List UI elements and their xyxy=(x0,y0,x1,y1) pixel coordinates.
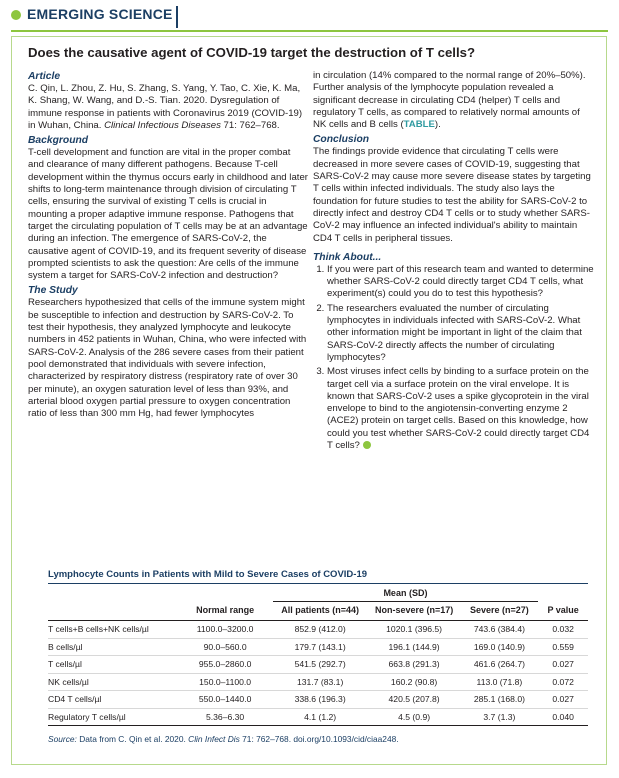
table-cell: 90.0–560.0 xyxy=(178,638,273,656)
end-mark-icon xyxy=(363,441,371,449)
table-cell: 852.9 (412.0) xyxy=(273,621,368,639)
table-cell: Regulatory T cells/µl xyxy=(48,708,178,726)
table-cell: 131.7 (83.1) xyxy=(273,673,368,691)
citation-main: C. Qin, L. Zhou, Z. Hu, S. Zhang, S. Yang, Y. Tao, C. Xie, K. Ma, K. Shang, W. Wang, and D.-S. Tian. 2020. Dysregulation of immune response in patients with Coronavirus 2019 (COVID-19) in Wuhan, China. xyxy=(28,83,303,131)
source-text: Data from C. Qin et al. 2020. xyxy=(79,734,186,744)
background-text: T-cell development and function are vital in the proper combat and clearance of many different pathogens. Because T-cell development within the thymus occurs early in childhood and later shifts to long-term maintenance through division of circulating T cells, ensuring the survival of existing T cells is crucial in mounting a proper adaptive immune response. Pathogens that target the circulating population of T cells may be at an advantage during an infection. The emergence of SARS-CoV-2, the causative agent of COVID-19, and its frequent severity of disease prompted scientists to ask the question: Are cells of the immune system a target for SARS-CoV-2 infection and destruction? xyxy=(28,147,308,282)
table-cell: 1100.0–3200.0 xyxy=(178,621,273,639)
table-cell: 160.2 (90.8) xyxy=(368,673,461,691)
article-citation xyxy=(28,83,308,132)
bullet-dot-icon xyxy=(11,10,21,20)
section-divider xyxy=(176,6,178,28)
page-title: Does the causative agent of COVID-19 target the destruction of T cells? xyxy=(28,45,476,60)
citation-end: 71: 762–768. xyxy=(223,119,280,131)
source-journal: Clin Infect Dis xyxy=(188,734,240,744)
table-cell: T cells/µl xyxy=(48,656,178,674)
list-item: 1. If you were part of this research team and wanted to determine whether SARS-CoV-2 could directly target CD4 T cells, what experiment(s) could you do to test this hypothesis? xyxy=(327,264,595,301)
table-cell: 338.6 (196.3) xyxy=(273,691,368,709)
table-cell: 550.0–1440.0 xyxy=(178,691,273,709)
column-header: P value xyxy=(538,602,588,621)
column-header xyxy=(48,602,178,621)
table-cell: B cells/µl xyxy=(48,638,178,656)
article-heading: Article xyxy=(28,71,61,82)
table-cell: 420.5 (207.8) xyxy=(368,691,461,709)
left-column xyxy=(28,70,308,420)
table-cell: CD4 T cells/µl xyxy=(48,691,178,709)
mean-sd-header: Mean (SD) xyxy=(273,587,539,602)
table-row xyxy=(48,691,588,709)
think-about-list xyxy=(313,264,595,452)
study-text-left: Researchers hypothesized that cells of the immune system might be susceptible to infection and destruction by SARS-CoV-2. To test their hypothesis, they analyzed lymphocyte and leukocyte numbers in 452 patients in Wuhan, China, who were infected with SARS-CoV-2. Analysis of the 286 severe cases from their patient pool demonstrated that individuals with severe infection, characterized by respiratory distress (respiratory rate of over 30 per minute), an oxygen saturation level of less than 93%, and arterial blood oxygen partial pressure to oxygen concentration ratio of less than 300 mm Hg, had fewer lymphocytes xyxy=(28,297,307,420)
source-label: Source: xyxy=(48,734,77,744)
table-cell: NK cells/µl xyxy=(48,673,178,691)
think-about-heading: Think About... xyxy=(313,251,382,263)
background-heading: Background xyxy=(28,135,89,147)
lymphocyte-table xyxy=(48,569,588,745)
right-column xyxy=(313,70,595,454)
table-cell: 743.6 (384.4) xyxy=(461,621,539,639)
table-cell: 461.6 (264.7) xyxy=(461,656,539,674)
column-header: Normal range xyxy=(178,602,273,621)
table-row xyxy=(48,673,588,691)
table-cell: 663.8 (291.3) xyxy=(368,656,461,674)
section-label: EMERGING SCIENCE xyxy=(27,6,173,22)
column-header: Non-severe (n=17) xyxy=(368,602,461,621)
study-text-before: in circulation (14% compared to the normal range of 20%–50%). Further analysis of the lymphocyte population revealed a significant decrease in circulating CD4 (helper) T cells and regulatory T cells, as compared to relatively normal amounts of NK cells and B cells ( xyxy=(313,70,586,131)
table-cell: 5.36–6.30 xyxy=(178,708,273,726)
table-cell: 285.1 (168.0) xyxy=(461,691,539,709)
source-end: 71: 762–768. doi.org/10.1093/cid/ciaa248. xyxy=(242,734,399,744)
table-row xyxy=(48,621,588,639)
data-table xyxy=(48,587,588,726)
table-row xyxy=(48,656,588,674)
table-cell: 169.0 (140.9) xyxy=(461,638,539,656)
table-cell: 0.027 xyxy=(538,656,588,674)
table-cell: 0.072 xyxy=(538,673,588,691)
table-cell: 1020.1 (396.5) xyxy=(368,621,461,639)
table-cell: 0.032 xyxy=(538,621,588,639)
study-text-after: ). xyxy=(434,119,441,131)
table-cell: 541.5 (292.7) xyxy=(273,656,368,674)
table-cell: 150.0–1100.0 xyxy=(178,673,273,691)
study-heading: The Study xyxy=(28,285,78,297)
list-item: 2. The researchers evaluated the number of circulating lymphocytes in individuals infected with SARS-CoV-2. What other information might be important in light of the claim that SARS-CoV-2 directly affects the number of circulating lymphocytes? xyxy=(327,303,595,364)
table-cell: 4.5 (0.9) xyxy=(368,708,461,726)
conclusion-text: The findings provide evidence that circulating T cells were decreased in more severe cases of COVID-19, suggesting that SARS-CoV-2 may cause more severe disease states by targeting T cells within infected individuals. The study also lays the foundation for future studies to test the ability for SARS-CoV-2 to directly infect and destroy CD4 T cells or to study whether SARS-CoV-2 may influence an infected individual's ability to maintain CD4 T cells in peripheral tissues. xyxy=(313,146,591,244)
conclusion-heading: Conclusion xyxy=(313,134,370,146)
table-cell: 196.1 (144.9) xyxy=(368,638,461,656)
table-row xyxy=(48,708,588,726)
study-text-right xyxy=(313,70,595,131)
header-rule xyxy=(11,30,608,32)
section-header xyxy=(0,0,619,40)
table-cell: 0.027 xyxy=(538,691,588,709)
column-header: All patients (n=44) xyxy=(273,602,368,621)
table-cell: 113.0 (71.8) xyxy=(461,673,539,691)
table-title: Lymphocyte Counts in Patients with Mild to Severe Cases of COVID-19 xyxy=(48,569,588,584)
table-reference-link[interactable]: TABLE xyxy=(403,119,435,131)
table-cell: 0.040 xyxy=(538,708,588,726)
table-cell: 3.7 (1.3) xyxy=(461,708,539,726)
citation-journal: Clinical Infectious Diseases xyxy=(104,119,221,131)
column-header: Severe (n=27) xyxy=(461,602,539,621)
table-row xyxy=(48,638,588,656)
table-cell: 955.0–2860.0 xyxy=(178,656,273,674)
table-cell: T cells+B cells+NK cells/µl xyxy=(48,621,178,639)
table-source xyxy=(48,733,588,745)
table-cell: 179.7 (143.1) xyxy=(273,638,368,656)
list-item: 3. Most viruses infect cells by binding to a surface protein on the target cell via a surface protein on the viral envelope. It is known that SARS-CoV-2 uses a spike glycoprotein in the viral envelope to bind to the angiotensin-converting enzyme 2 (ACE2) protein on target cells. Based on this knowledge, how could you test whether SARS-CoV-2 could directly target CD4 T cells? xyxy=(327,366,595,452)
table-cell: 0.559 xyxy=(538,638,588,656)
table-cell: 4.1 (1.2) xyxy=(273,708,368,726)
